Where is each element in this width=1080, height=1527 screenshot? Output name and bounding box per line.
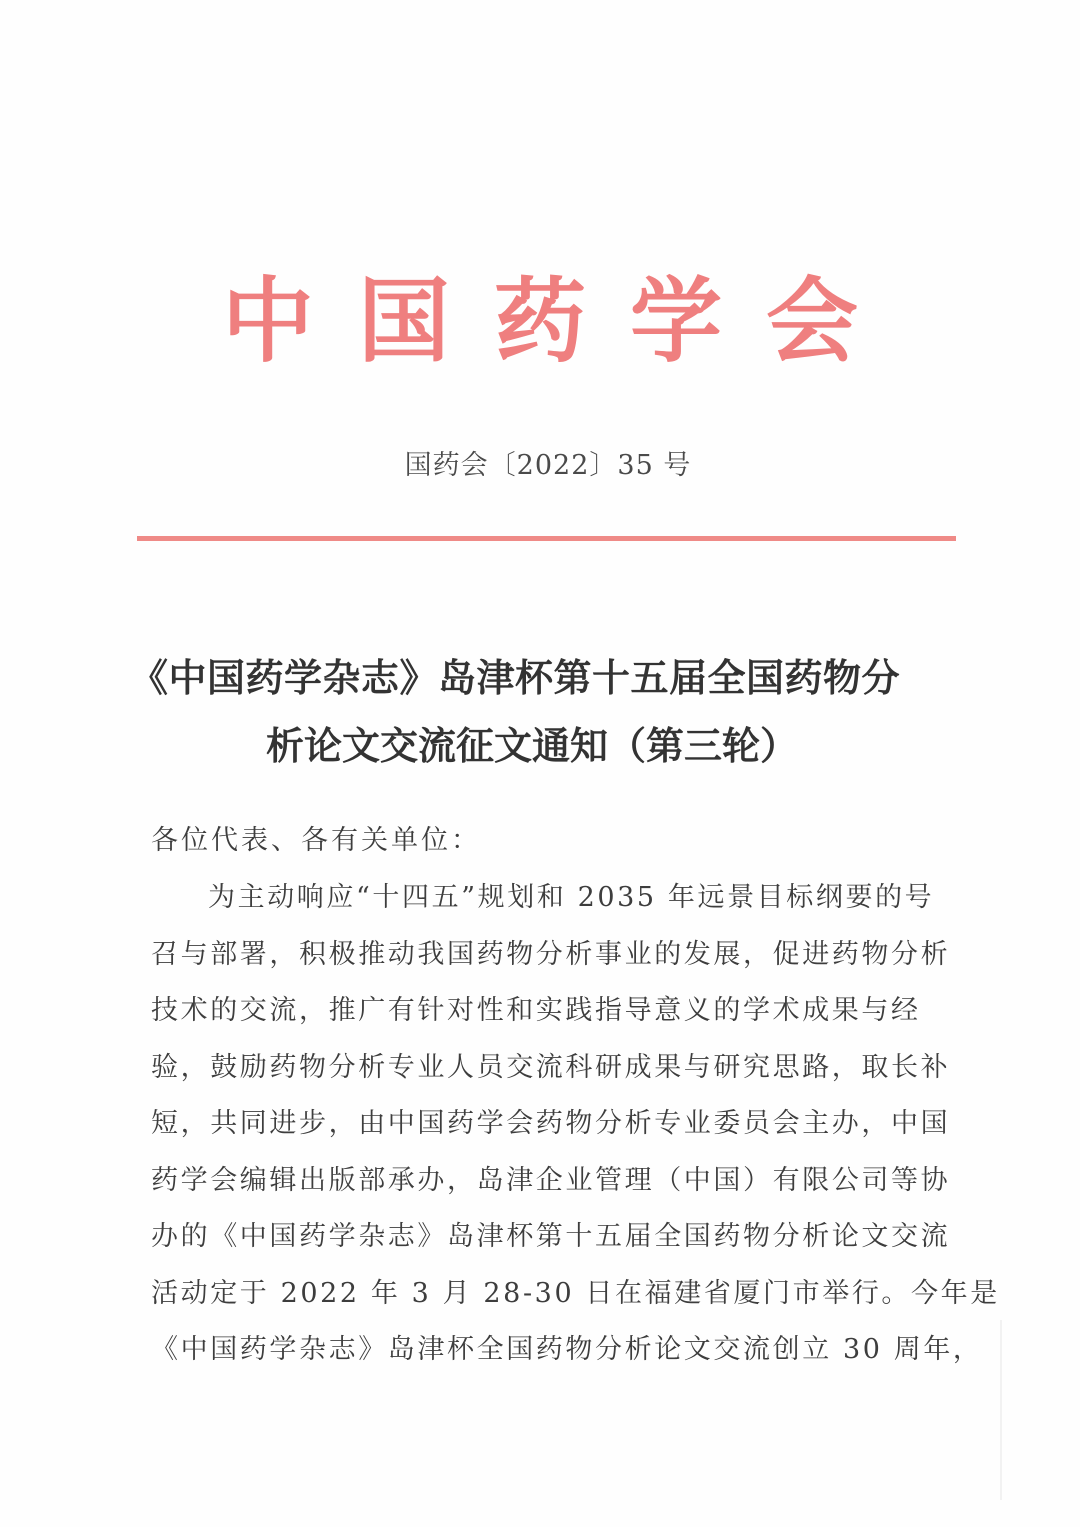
body-line: 《中国药学杂志》岛津杯全国药物分析论文交流创立 30 周年， <box>151 1334 983 1365</box>
body-line: 活动定于 2022 年 3 月 28-30 日在福建省厦门市举行。今年是 <box>151 1277 1000 1309</box>
body-paragraph <box>151 875 1000 1384</box>
body-line: 召与部署，积极推动我国药物分析事业的发展，促进药物分析 <box>151 938 951 970</box>
scan-edge-mark <box>1000 1320 1002 1500</box>
red-divider-rule <box>137 536 956 541</box>
body-line: 药学会编辑出版部承办，岛津企业管理（中国）有限公司等协 <box>151 1164 951 1196</box>
title-line-1: 《中国药学杂志》岛津杯第十五届全国药物分 <box>130 656 901 700</box>
document-number: 国药会〔2022〕35 号 <box>404 450 692 481</box>
salutation: 各位代表、各有关单位： <box>151 825 481 856</box>
notice-title <box>130 644 970 780</box>
body-line: 验，鼓励药物分析专业人员交流科研成果与研究思路，取长补 <box>151 1051 951 1083</box>
body-line: 短，共同进步，由中国药学会药物分析专业委员会主办，中国 <box>151 1108 951 1139</box>
body-line: 办的《中国药学杂志》岛津杯第十五届全国药物分析论文交流 <box>151 1221 951 1252</box>
body-line: 为主动响应“十四五”规划和 2035 年远景目标纲要的号 <box>208 882 935 913</box>
body-line: 技术的交流，推广有针对性和实践指导意义的学术成果与经 <box>151 995 921 1026</box>
title-line-2: 析论文交流征文通知（第三轮） <box>266 724 799 768</box>
organization-header: 中国药学会 <box>221 268 902 375</box>
